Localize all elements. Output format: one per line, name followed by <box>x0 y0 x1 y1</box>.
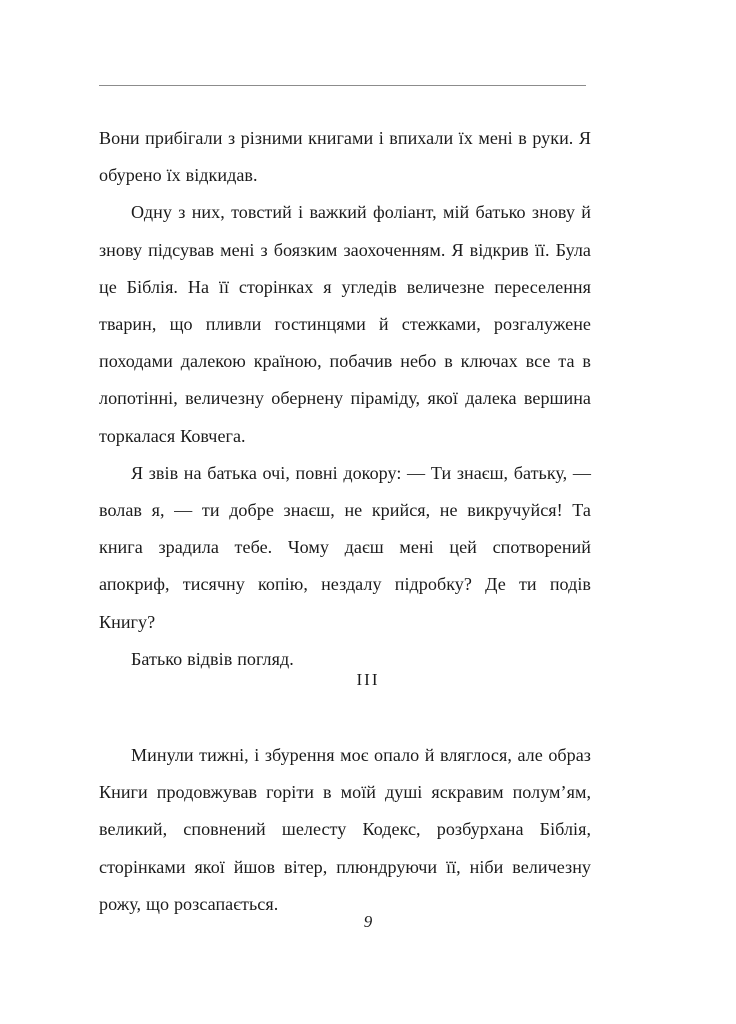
section-number: III <box>356 670 380 689</box>
paragraph: Одну з них, товстий і важкий фоліант, мій батько знову й знову підсував мені з боязким заохоченням. Я відкрив її. Була це Біблія. На її сторінках я угледів величезне переселення тварин, що пливли гостинцями й стежками, розгалужене походами далекою країною, побачив небо в ключах все та в лопотінні, величезну обернену піраміду, якої далека вершина торкалася Ковчега. <box>99 202 591 446</box>
page-number: 9 <box>363 912 373 931</box>
body-text-column-after-section <box>99 737 591 923</box>
header-rule <box>99 85 586 86</box>
paragraph: Вони прибігали з різними книгами і впихали їх мені в руки. Я обурено їх відкидав. <box>99 128 591 186</box>
body-text-column <box>99 120 591 678</box>
paragraph: Я звів на батька очі, повні докору: — Ти знаєш, батьку, — волав я, — ти добре знаєш, не крийся, не викручуйся! Та книга зрадила тебе. Чому даєш мені цей спотворений апокриф, тисячну копію, нездалу підробку? Де ти подів Книгу? <box>99 462 591 632</box>
paragraph: Минули тижні, і збурення моє опало й вляглося, але образ Книги продовжував горіти в моїй душі яскравим полум’ям, великий, сповнений шелесту Кодекс, розбурхана Біблія, сторінками якої йшов вітер, плюндруючи її, ніби величезну рожу, що розсапається. <box>99 745 591 914</box>
paragraph: Батько відвів погляд. <box>131 648 294 669</box>
